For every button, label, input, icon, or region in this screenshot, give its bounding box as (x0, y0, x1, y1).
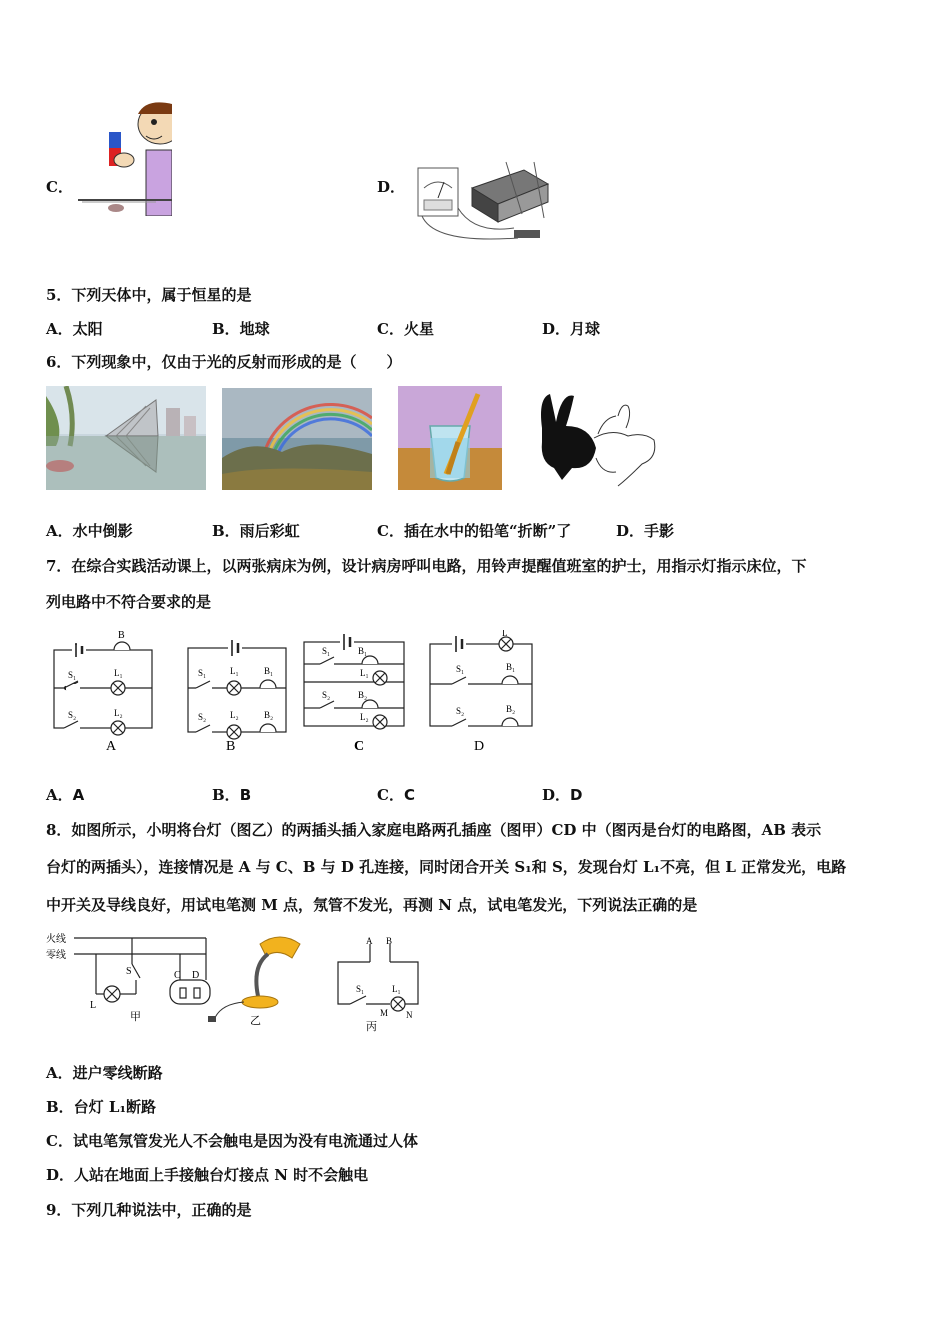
q5-option-d[interactable]: D．月球 (542, 320, 601, 338)
q5-stem: 5．下列天体中，属于恒星的是 (46, 286, 252, 304)
q7-option-b-value: B (239, 786, 252, 804)
q6-option-a[interactable]: A．水中倒影 (46, 522, 133, 540)
q8-stem-line2: 台灯的两插头），连接情况是 A 与 C、B 与 D 孔连接，同时闭合开关 S₁和 S，发现台灯 L₁不亮，但 L 正常发光，电路 (46, 858, 847, 876)
q7-circuit-d (426, 630, 536, 756)
svg-text:B₂: B₂ (358, 690, 368, 700)
q7-option-c-prefix: C． (377, 786, 404, 804)
q7-figure-label-b: B (226, 739, 236, 754)
q5-option-c[interactable]: C．火星 (377, 320, 434, 338)
svg-text:N: N (406, 1010, 413, 1020)
svg-text:L₂: L₂ (360, 712, 369, 722)
svg-text:S₂: S₂ (68, 710, 77, 720)
q8-option-b[interactable]: B．台灯 L₁断路 (46, 1098, 157, 1116)
q7-option-b[interactable] (212, 785, 251, 805)
svg-text:S₂: S₂ (322, 690, 331, 700)
svg-text:S₁: S₁ (356, 984, 365, 994)
svg-text:L₁: L₁ (392, 984, 401, 994)
q7-option-a-prefix: A． (46, 786, 73, 804)
svg-text:S: S (126, 966, 132, 977)
svg-text:C: C (174, 970, 181, 981)
svg-text:B₁: B₁ (358, 646, 368, 656)
q6-option-b[interactable]: B．雨后彩虹 (212, 522, 300, 540)
svg-text:B₁: B₁ (506, 662, 516, 672)
q6-photo-reflection (46, 386, 206, 490)
q5-option-b[interactable]: B．地球 (212, 320, 270, 338)
svg-text:S₂: S₂ (198, 712, 207, 722)
svg-text:S₁: S₁ (456, 664, 465, 674)
q7-circuit-c (300, 630, 408, 756)
q8-option-c[interactable]: C．试电笔氖管发光人不会触电是因为没有电流通过人体 (46, 1132, 418, 1150)
q7-circuit-a (46, 626, 162, 756)
q7-option-a[interactable] (46, 785, 84, 805)
svg-text:S₁: S₁ (198, 668, 207, 678)
svg-text:B: B (386, 936, 393, 946)
q7-option-a-value: A (72, 786, 85, 804)
q7-option-c-value: C (403, 786, 415, 804)
q6-option-c[interactable]: C．插在水中的铅笔“折断”了 (377, 522, 572, 540)
q7-option-d-value: D (570, 786, 583, 804)
q8-stem-line3: 中开关及导线良好，用试电笔测 M 点，氖管不发光，再测 N 点，试电笔发光，下列说法正确的是 (46, 896, 698, 914)
q7-figure-label-a: A (106, 739, 117, 754)
q4-option-c-label: C． (46, 178, 73, 196)
svg-text:S₁: S₁ (68, 670, 77, 680)
q7-option-d[interactable] (542, 785, 582, 805)
q8-figure-bing (332, 934, 432, 1034)
svg-text:B₂: B₂ (264, 710, 274, 720)
q6-stem: 6．下列现象中，仅由于光的反射而形成的是（ ） (46, 353, 402, 371)
q6-option-d[interactable]: D．手影 (616, 522, 675, 540)
q7-option-d-prefix: D． (542, 786, 571, 804)
q6-photo-pencil (398, 386, 502, 490)
svg-text:D: D (192, 970, 200, 981)
q8-label-yi: 乙 (250, 1015, 261, 1026)
q7-figure-label-c: C (354, 739, 365, 754)
q7-stem-line1: 7．在综合实践活动课上，以两张病床为例，设计病房呼叫电路，用铃声提醒值班室的护士，用指示灯指示床位，下 (46, 557, 807, 575)
q6-photo-rainbow (222, 388, 372, 490)
q8-label-bing: 丙 (366, 1021, 377, 1033)
svg-text:B₂: B₂ (506, 704, 516, 714)
svg-text:L₂: L₂ (230, 710, 239, 720)
q8-option-d[interactable]: D．人站在地面上手接触台灯接点 N 时不会触电 (46, 1166, 369, 1184)
svg-text:L₁: L₁ (114, 668, 123, 678)
q8-label-live: 火线 (46, 934, 66, 945)
svg-text:B₁: B₁ (264, 666, 274, 676)
q9-stem: 9．下列几种说法中，正确的是 (46, 1201, 252, 1219)
q4-option-d-figure (414, 158, 554, 248)
q8-label-jia: 甲 (130, 1011, 141, 1023)
q7-stem-line2: 列电路中不符合要求的是 (46, 593, 212, 611)
svg-text:L₁: L₁ (360, 668, 369, 678)
q8-stem-line1: 8．如图所示，小明将台灯（图乙）的两插头插入家庭电路两孔插座（图甲）CD 中（图丙是台灯的电路图，AB 表示 (46, 821, 822, 839)
svg-text:L: L (90, 1000, 97, 1011)
q5-option-a[interactable]: A．太阳 (46, 320, 103, 338)
q7-a-label-bell: B (118, 630, 125, 641)
q8-label-neutral: 零线 (46, 950, 66, 961)
q6-photo-hand-shadow (532, 388, 662, 488)
svg-text:A: A (366, 936, 373, 946)
svg-text:S₂: S₂ (456, 706, 465, 716)
svg-text:M: M (380, 1008, 389, 1018)
q7-figure-label-d: D (474, 739, 485, 754)
q8-option-a[interactable]: A．进户零线断路 (46, 1064, 163, 1082)
q7-option-b-prefix: B． (212, 786, 240, 804)
q4-option-c-figure (76, 100, 172, 216)
svg-text:L₁: L₁ (230, 666, 239, 676)
svg-text:L: L (502, 630, 508, 638)
svg-text:L₂: L₂ (114, 708, 123, 718)
q7-circuit-b (184, 630, 292, 756)
q7-option-c[interactable] (377, 785, 415, 805)
q8-figure-jia (46, 928, 216, 1024)
q8-figure-yi-lamp (200, 930, 310, 1026)
q4-option-d-label: D． (377, 178, 406, 196)
svg-text:S₁: S₁ (322, 646, 331, 656)
